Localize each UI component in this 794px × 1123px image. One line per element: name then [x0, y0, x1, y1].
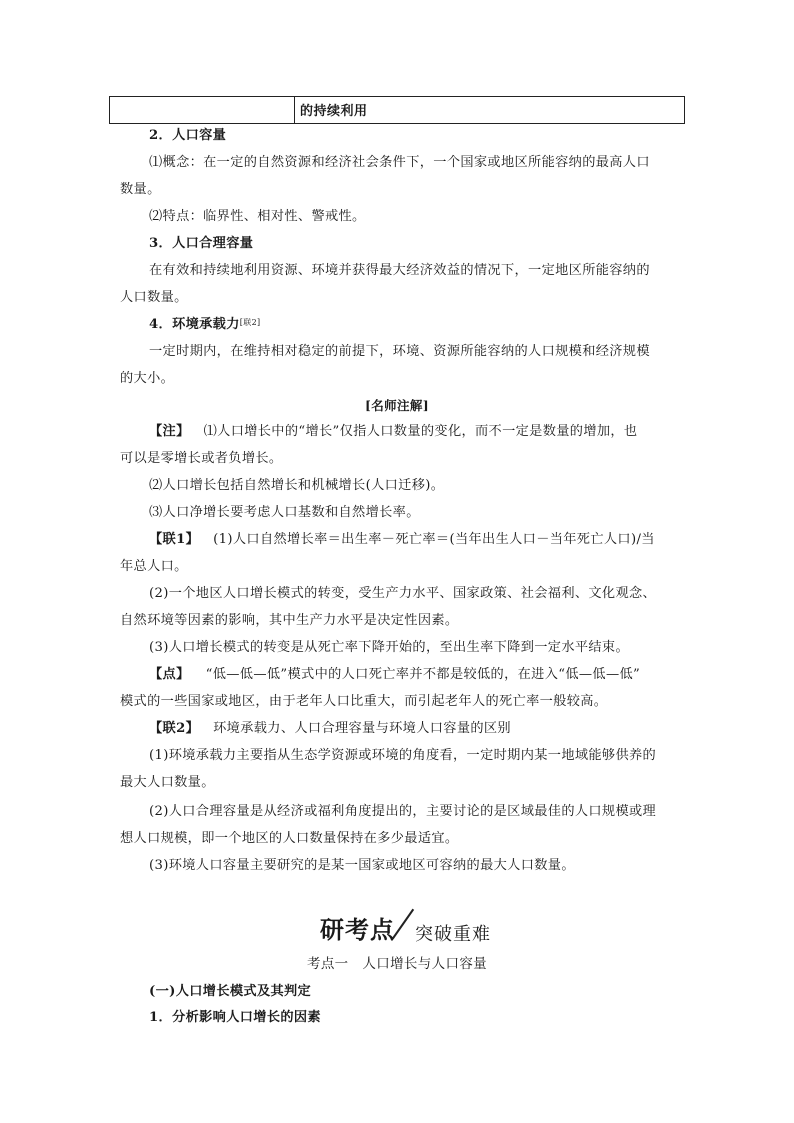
lian2-row-title [149, 722, 511, 735]
note-3: ⑶人口净增长要考虑人口基数和自然增长率。 [149, 505, 420, 520]
table-divider [294, 97, 295, 123]
section-3-line2: 人口数量。 [120, 290, 188, 305]
note-row-1 [149, 425, 637, 438]
lian1-2b: 自然环境等因素的影响，其中生产力水平是决定性因素。 [120, 613, 459, 628]
section-4-tag: [联2] [239, 318, 261, 327]
section-2-heading: 2．人口容量 [149, 128, 227, 143]
note-1b: 可以是零增长或者负增长。 [120, 451, 283, 466]
section-2-concept-line2: 数量。 [120, 182, 161, 197]
section-4-heading: 4．环境承载力 [149, 317, 240, 332]
table-cell-text: 的持续利用 [300, 104, 368, 119]
lian1-3: (3)人口增长模式的转变是从死亡率下降开始的，至出生率下降到一定水平结束。 [149, 640, 630, 655]
section-2-features: ⑵特点：临界性、相对性、警戒性。 [149, 209, 366, 224]
section-4-line1: 一定时期内，在维持相对稳定的前提下，环境、资源所能容纳的人口规模和经济规模 [149, 344, 650, 359]
lian1-row-1 [149, 533, 655, 546]
section-3-line1: 在有效和持续地利用资源、环境并获得最大经济效益的情况下，一定地区所能容纳的 [149, 263, 650, 278]
note-label: 【注】 [149, 424, 190, 439]
lian1-label: 【联1】 [149, 532, 200, 547]
section-3-heading: 3．人口合理容量 [149, 236, 254, 251]
dian-row-1 [149, 668, 640, 681]
lian2-1a: (1)环境承载力主要指从生态学资源或环境的角度看，一定时期内某一地域能够供养的 [149, 748, 657, 763]
lian2-2b: 想人口规模，即一个地区的人口数量保持在多少最适宜。 [120, 831, 459, 846]
lian2-label: 【联2】 [149, 721, 200, 736]
kaodian-sub1: (一)人口增长模式及其判定 [149, 984, 312, 999]
banner-slash-divider [392, 909, 414, 940]
lian1-1b: 年总人口。 [120, 559, 188, 574]
banner-sub-text: 突破重难 [415, 924, 491, 945]
lian2-3: (3)环境人口容量主要研究的是某一国家或地区可容纳的最大人口数量。 [149, 858, 575, 873]
section-4-heading-row [149, 318, 261, 331]
lian2-title: 环境承载力、人口合理容量与环境人口容量的区别 [213, 721, 511, 736]
lian2-1b: 最大人口数量。 [120, 775, 215, 790]
banner-main-text: 研考点 [320, 916, 395, 944]
section-banner [300, 900, 520, 950]
lian2-2a: (2)人口合理容量是从经济或福利角度提出的，主要讨论的是区域最佳的人口规模或理 [149, 804, 657, 819]
note-1a: ⑴人口增长中的“增长”仅指人口数量的变化，而不一定是数量的增加，也 [203, 424, 638, 439]
table-fragment [109, 96, 685, 124]
teacher-note-title: [名师注解] [365, 398, 429, 413]
kaodian-title: 考点一 人口增长与人口容量 [306, 956, 488, 972]
dian-b: 模式的一些国家或地区，由于老年人口比重大，而引起老年人的死亡率一般较高。 [120, 694, 608, 709]
kaodian-sub2: 1．分析影响人口增长的因素 [149, 1010, 321, 1025]
section-4-line2: 的大小。 [120, 371, 175, 386]
dian-label: 【点】 [149, 667, 190, 682]
lian1-2a: (2)一个地区人口增长模式的转变，受生产力水平、国家政策、社会福利、文化观念、 [149, 586, 657, 601]
lian1-1a: (1)人口自然增长率＝出生率－死亡率＝(当年出生人口－当年死亡人口)/当 [213, 532, 655, 547]
dian-a: “低—低—低”模式中的人口死亡率并不都是较低的，在进入“低—低—低” [205, 667, 641, 682]
section-2-concept-line1: ⑴概念：在一定的自然资源和经济社会条件下，一个国家或地区所能容纳的最高人口 [149, 155, 650, 170]
note-2: ⑵人口增长包括自然增长和机械增长(人口迁移)。 [149, 478, 445, 493]
